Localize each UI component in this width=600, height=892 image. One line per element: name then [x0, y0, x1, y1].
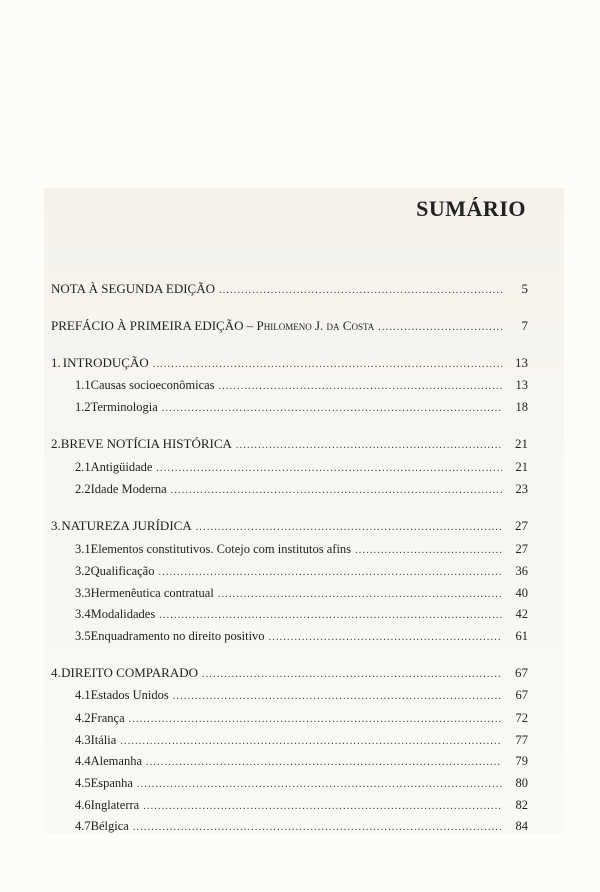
chapter-number: 2.: [51, 436, 61, 451]
toc-page-number: 13: [515, 378, 528, 392]
toc-label: Bélgica: [90, 819, 129, 833]
toc-section-4-4[interactable]: [75, 753, 528, 771]
toc-section-4-5[interactable]: [75, 775, 528, 793]
toc-page-number: 77: [515, 733, 528, 747]
toc-label: [51, 318, 374, 334]
toc-page-number: 79: [515, 754, 528, 768]
section-number: 4.4: [75, 754, 91, 768]
toc-page-number: 5: [521, 281, 528, 296]
toc-label: DIREITO COMPARADO: [61, 665, 199, 680]
section-number: 1.2: [75, 400, 91, 414]
toc-chapter-1[interactable]: [51, 355, 528, 373]
toc-label: Hermenêutica contratual: [90, 586, 214, 600]
toc-section-2-2[interactable]: [75, 481, 528, 499]
toc-page-number: 36: [515, 564, 528, 578]
toc-entry-prefacio[interactable]: [51, 318, 528, 336]
section-number: 4.2: [75, 711, 91, 725]
toc-page-number: 21: [515, 436, 528, 451]
toc-page-number: 13: [515, 355, 528, 370]
toc-section-3-5[interactable]: [75, 628, 528, 646]
section-number: 3.2: [75, 564, 91, 578]
toc-page-number: 27: [515, 542, 528, 556]
section-number: 2.1: [75, 460, 91, 474]
toc-label: Itália: [90, 733, 117, 747]
toc-chapter-2[interactable]: [51, 436, 528, 454]
chapter-number: 4.: [51, 665, 61, 680]
toc-section-4-7[interactable]: [75, 818, 528, 836]
toc-page-number: 84: [515, 819, 528, 833]
toc-page-number: 67: [515, 688, 528, 702]
dot-leader: [159, 608, 502, 624]
dot-leader: [269, 630, 502, 646]
toc-page-number: 27: [515, 518, 528, 533]
toc-section-3-3[interactable]: [75, 585, 528, 603]
toc-section-1-2[interactable]: [75, 399, 528, 417]
section-number: 3.5: [75, 629, 91, 643]
dot-leader: [219, 379, 502, 395]
dot-leader: [378, 320, 502, 336]
dot-leader: [146, 755, 502, 771]
page-title: SUMÁRIO: [416, 196, 526, 221]
toc-label: Espanha: [90, 776, 133, 790]
dot-leader: [202, 667, 502, 683]
toc-label: Terminologia: [90, 400, 158, 414]
toc-label: INTRODUÇÃO: [62, 355, 149, 370]
toc-page-number: 61: [515, 629, 528, 643]
section-number: 3.3: [75, 586, 91, 600]
toc-label: Inglaterra: [90, 798, 140, 812]
prefacio-title: PREFÁCIO À PRIMEIRA EDIÇÃO –: [51, 318, 257, 333]
section-number: 4.5: [75, 776, 91, 790]
toc-page-number: 80: [515, 776, 528, 790]
toc-page-number: 72: [515, 711, 528, 725]
chapter-number: 1.: [51, 355, 61, 370]
toc-chapter-3[interactable]: [51, 518, 528, 536]
toc-page-number: 21: [515, 460, 528, 474]
toc-page-number: 40: [515, 586, 528, 600]
toc-label: Estados Unidos: [90, 688, 169, 702]
toc-section-3-4[interactable]: [75, 606, 528, 624]
dot-leader: [162, 401, 502, 417]
toc-page-number: 18: [515, 400, 528, 414]
dot-leader: [196, 520, 502, 536]
dot-leader: [156, 461, 502, 477]
dot-leader: [120, 734, 502, 750]
dot-leader: [158, 565, 502, 581]
toc-section-4-6[interactable]: [75, 797, 528, 815]
toc-section-3-1[interactable]: [75, 541, 528, 559]
toc-chapter-4[interactable]: [51, 665, 528, 683]
toc-label: NOTA À SEGUNDA EDIÇÃO: [51, 281, 215, 296]
toc-page-number: 82: [515, 798, 528, 812]
section-number: 4.3: [75, 733, 91, 747]
dot-leader: [218, 587, 502, 603]
dot-leader: [236, 438, 502, 454]
toc-page-number: 23: [515, 482, 528, 496]
toc-label: França: [90, 711, 125, 725]
section-number: 3.4: [75, 607, 91, 621]
toc-entry-nota[interactable]: [51, 281, 528, 299]
toc-section-1-1[interactable]: [75, 377, 528, 395]
dot-leader: [137, 777, 502, 793]
dot-leader: [173, 689, 502, 705]
section-number: 2.2: [75, 482, 91, 496]
dot-leader: [153, 357, 502, 373]
toc-label: Elementos constitutivos. Cotejo com institutos afins: [90, 542, 352, 556]
dot-leader: [143, 799, 502, 815]
toc-section-2-1[interactable]: [75, 459, 528, 477]
section-number: 4.6: [75, 798, 91, 812]
section-number: 3.1: [75, 542, 91, 556]
toc-label: BREVE NOTÍCIA HISTÓRICA: [60, 436, 232, 451]
dot-leader: [355, 543, 502, 559]
toc-section-4-1[interactable]: [75, 687, 528, 705]
toc-section-4-3[interactable]: [75, 732, 528, 750]
toc-section-3-2[interactable]: [75, 563, 528, 581]
toc-page-number: 67: [515, 665, 528, 680]
toc-page-number: 42: [515, 607, 528, 621]
toc-label: Modalidades: [90, 607, 156, 621]
toc-page-number: 7: [521, 318, 528, 333]
section-number: 4.7: [75, 819, 91, 833]
chapter-number: 3.: [51, 518, 61, 533]
dot-leader: [219, 283, 502, 299]
toc-label: Enquadramento no direito positivo: [90, 629, 265, 643]
toc-label: Alemanha: [90, 754, 142, 768]
toc-label: NATUREZA JURÍDICA: [61, 518, 192, 533]
section-number: 4.1: [75, 688, 91, 702]
dot-leader: [171, 483, 502, 499]
toc-label: Idade Moderna: [90, 482, 167, 496]
toc-section-4-2[interactable]: [75, 710, 528, 728]
toc-label: Antigüidade: [90, 460, 153, 474]
section-number: 1.1: [75, 378, 91, 392]
toc-label: Qualificação: [90, 564, 155, 578]
toc-label: Causas socioeconômicas: [90, 378, 215, 392]
prefacio-author: Philomeno J. da Costa: [256, 318, 375, 333]
dot-leader: [129, 712, 502, 728]
dot-leader: [133, 820, 502, 836]
